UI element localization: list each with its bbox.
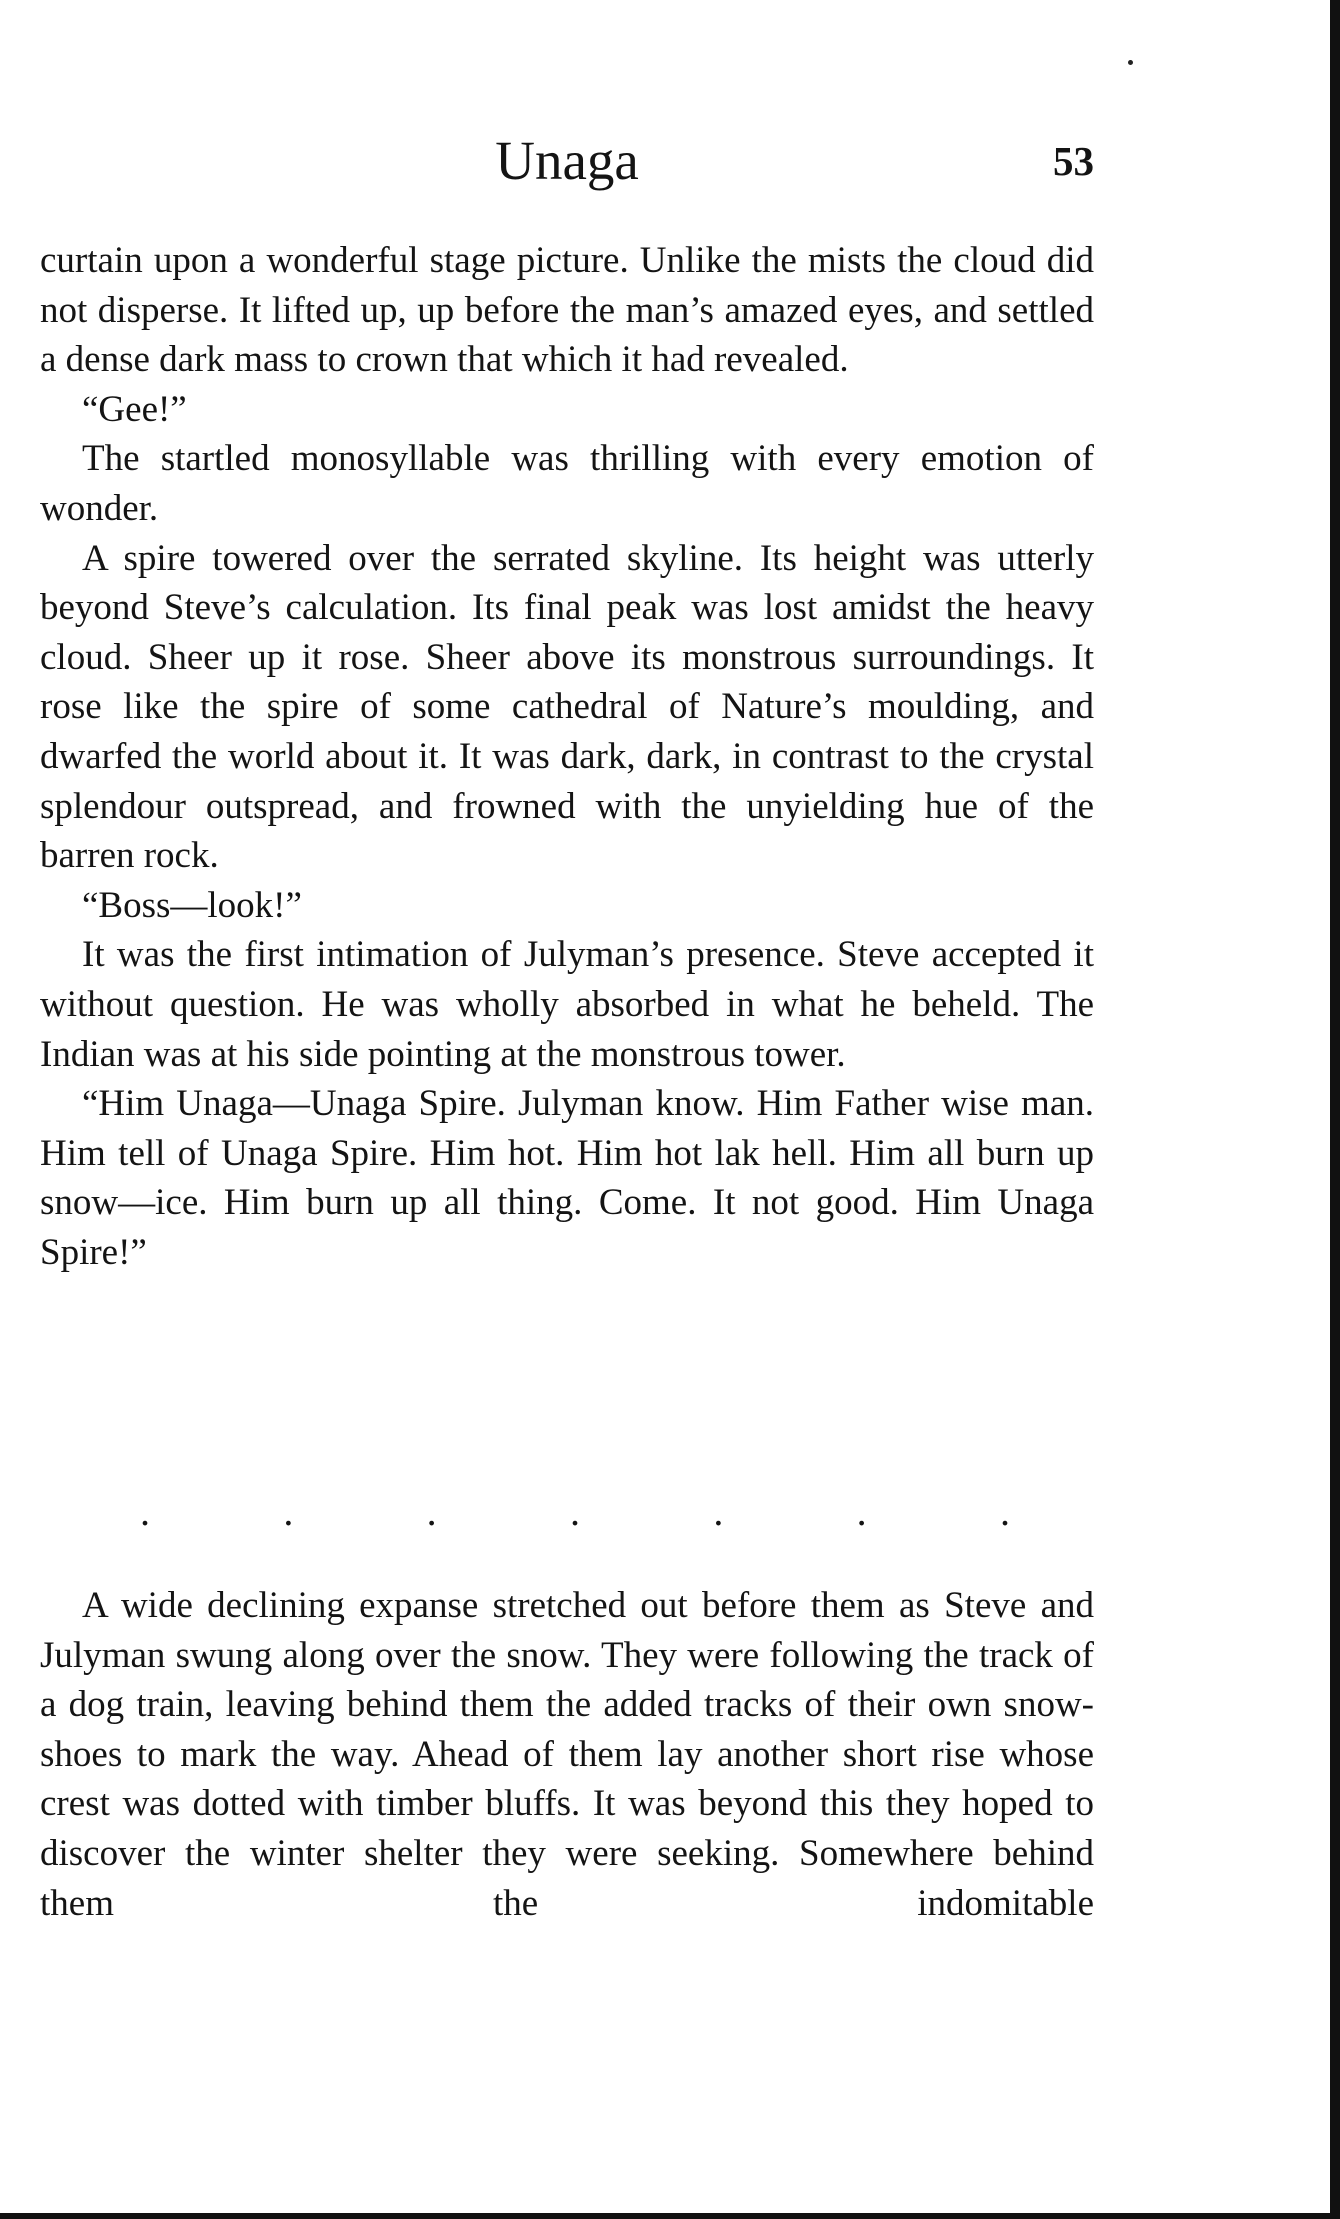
section-break-dots — [140, 1489, 1010, 1534]
dialogue-julyman: “Him Unaga—Unaga Spire. Julyman know. Him Father wise man. Him tell of Unaga Spire. Him hot. Him hot lak hell. Him all burn up snow—ice. Him burn up all thing. Come. It not good. Him Unaga Spire!” — [40, 1083, 1094, 1273]
separator-dot: . — [999, 1489, 1010, 1534]
separator-dot: . — [283, 1489, 294, 1534]
dialogue-gee: “Gee!” — [82, 388, 187, 430]
paragraph: The startled monosyllable was thrilling with every emotion of wonder. — [40, 438, 1094, 529]
separator-dot: . — [140, 1489, 150, 1534]
paragraph-continued: curtain upon a wonderful stage picture. Unlike the mists the cloud did not disperse. It lifted up, up before the man’s amazed eyes, and settled a dense dark mass to crown that which it had revealed. — [40, 240, 1094, 381]
body-text-section-1 — [40, 236, 1094, 1277]
page-bottom-edge — [0, 2213, 1340, 2219]
running-title: Unaga — [495, 130, 639, 191]
separator-dot: . — [569, 1489, 580, 1534]
body-text-section-2 — [40, 1581, 1094, 1928]
paragraph: It was the first intimation of Julyman’s presence. Steve accepted it without question. He was wholly absorbed in what he beheld. The Indian was at his side pointing at the monstrous tower. — [40, 934, 1094, 1075]
separator-dot: . — [426, 1489, 437, 1534]
page-header — [40, 126, 1094, 196]
page-number: 53 — [1053, 138, 1094, 184]
ink-speck — [1128, 60, 1133, 65]
dialogue-boss-look: “Boss—look!” — [82, 884, 302, 926]
separator-dot: . — [713, 1489, 724, 1534]
page-right-edge — [1330, 0, 1340, 2219]
paragraph: A spire towered over the serrated skyline. Its height was utterly beyond Steve’s calculation. Its final peak was lost amidst the heavy cloud. Sheer up it rose. Sheer above its monstrous surroundings. It rose like the spire of some cathedral of Nature’s moulding, and dwarfed the world about it. It was dark, dark, in contrast to the crystal splendour outspread, and frowned with the unyielding hue of the barren rock. — [40, 537, 1094, 877]
paragraph: A wide declining expanse stretched out before them as Steve and Julyman swung along over the snow. They were following the track of a dog train, leaving behind them the added tracks of their own snow-shoes to mark the way. Ahead of them lay another short rise whose crest was dotted with timber bluffs. It was beyond this they hoped to discover the winter shelter they were seeking. Somewhere behind them the indomitable — [40, 1585, 1094, 1924]
separator-dot: . — [856, 1489, 867, 1534]
